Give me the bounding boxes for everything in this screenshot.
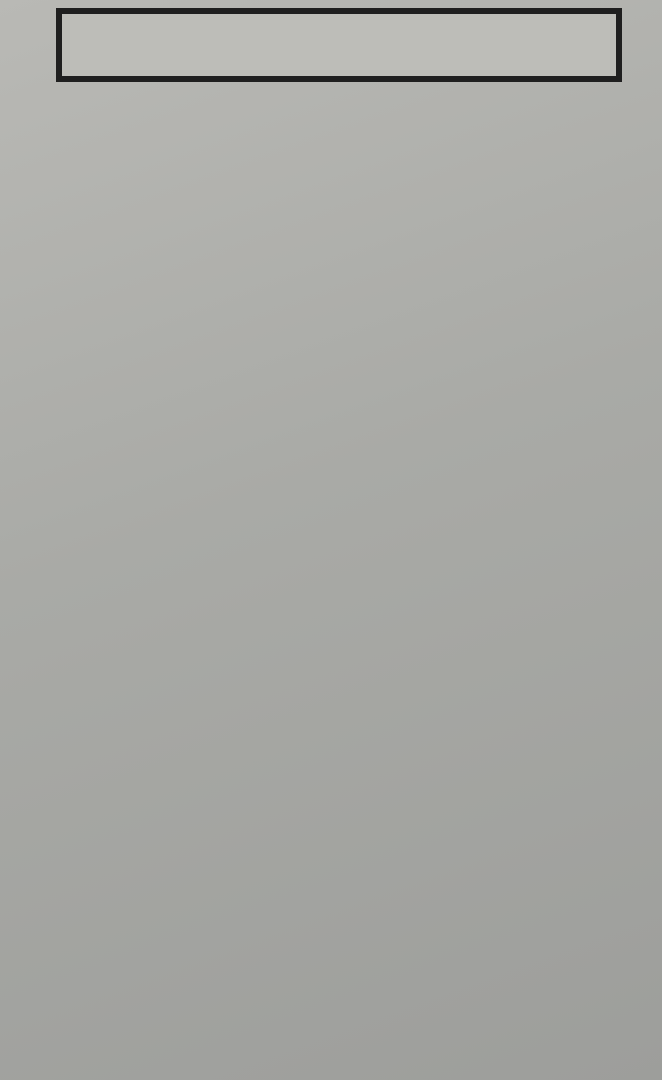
greek-key-pattern: [56, 8, 622, 82]
greek-key-ornament: [56, 8, 622, 82]
